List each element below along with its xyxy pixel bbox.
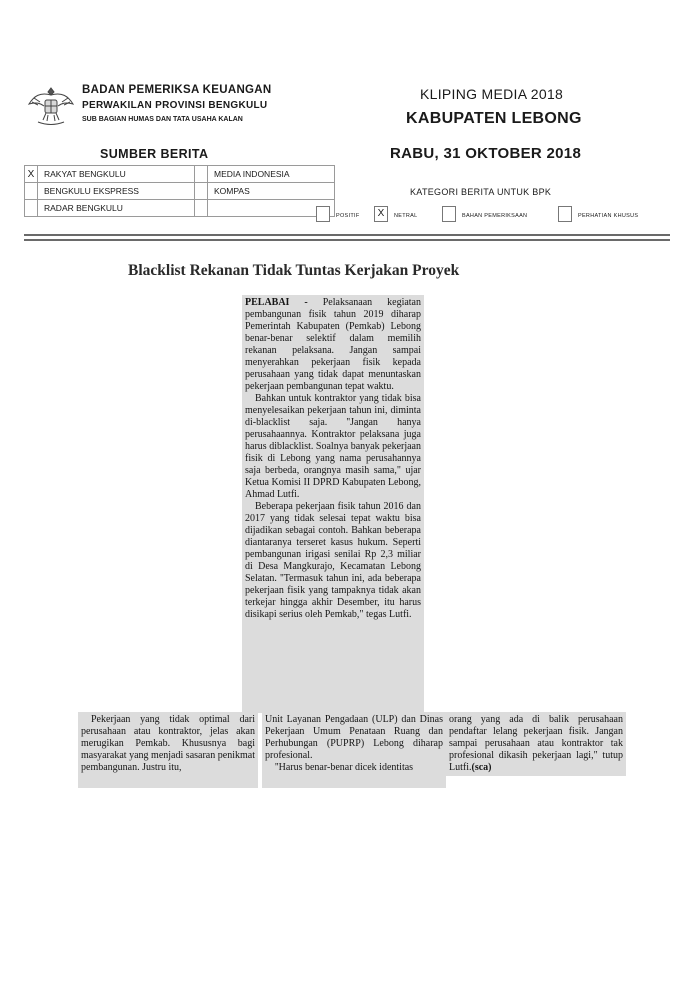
article-paragraph: PELABAI - Pelaksanaan kegiatan pembangunan fisik tahun 2019 diharap Pemerintah Kabupaten (Pemkab) Lebong benar-benar selektif dalam memilih rekanan pelaksana. Jangan sampai menyerahkan pekerjaan fisik kepada perusahaan yang tidak dapat menuntaskan pekerjaan pembangunan tepat waktu. bbox=[245, 297, 421, 392]
article-paragraph: Pekerjaan yang tidak optimal dari perusahaan atau kontraktor, jelas akan merugikan Pemkab. Khususnya bagi masyarakat yang menjadi sasaran penikmat pembangunan. Justru itu, bbox=[81, 714, 255, 773]
article-column-main bbox=[242, 295, 424, 713]
kategori-perhatian-label: PERHATIAN KHUSUS bbox=[578, 213, 639, 219]
source-mark bbox=[195, 183, 208, 200]
kategori-netral-checkbox[interactable]: X bbox=[374, 206, 388, 222]
source-row bbox=[25, 183, 335, 200]
kategori-positif-label: POSITIF bbox=[336, 213, 360, 219]
source-table bbox=[24, 165, 335, 217]
article-signoff: (sca) bbox=[471, 762, 492, 773]
source-mark bbox=[25, 200, 38, 217]
kategori-perhatian-checkbox[interactable] bbox=[558, 206, 572, 222]
article-paragraph: Bahkan untuk kontraktor yang tidak bisa menyelesaikan pekerjaan tahun ini, diminta di-blacklist saja. ''Jangan hanya perusahaannya. Kontraktor pelaksana juga harus diblacklist. Soalnya banyak pekerjaan fisik di Lebong yang nama perusahannya saja berbeda, orangnya masih sama," ujar Ketua Komisi II DPRD Kabupaten Lebong, Ahmad Lutfi. bbox=[245, 393, 421, 500]
article-paragraph: ''Harus benar-benar dicek identitas bbox=[275, 762, 414, 773]
region-title: KABUPATEN LEBONG bbox=[406, 110, 582, 127]
article-column-bottom-3 bbox=[446, 712, 626, 776]
kliping-title: KLIPING MEDIA 2018 bbox=[420, 86, 564, 102]
source-mark: X bbox=[25, 166, 38, 183]
kategori-positif-checkbox[interactable] bbox=[316, 206, 330, 222]
article-dateline: PELABAI - bbox=[245, 297, 308, 308]
source-name: MEDIA INDONESIA bbox=[208, 166, 335, 183]
source-row bbox=[25, 166, 335, 183]
source-name: RAKYAT BENGKULU bbox=[38, 166, 195, 183]
org-branch: PERWAKILAN PROVINSI BENGKULU bbox=[82, 100, 268, 111]
kategori-netral-label: NETRAL bbox=[394, 213, 418, 219]
header-divider bbox=[24, 239, 670, 241]
source-mark bbox=[25, 183, 38, 200]
article-column-bottom-2 bbox=[262, 712, 446, 788]
article-column-bottom-1 bbox=[78, 712, 258, 788]
sumber-berita-title: SUMBER BERITA bbox=[100, 147, 209, 161]
article-paragraph: orang yang ada di balik perusahaan pendaftar lelang pekerjaan fisik. Jangan sampai perusahaan atau kontraktor tak profesional dikasih pekerjaan lagi," tutup Lutfi.(sca) bbox=[449, 714, 623, 773]
article-paragraph: Beberapa pekerjaan fisik tahun 2016 dan 2017 yang tidak selesai tepat waktu bisa dijadikan sebagai contoh. Bahkan beberapa diantaranya terseret kasus hukum. Seperti pembangunan irigasi senilai Rp 2,3 miliar di Desa Mangkurajo, Kecamatan Lebong Selatan. ''Termasuk tahun ini, ada beberapa pekerjaan fisik yang tampaknya tidak akan terkejar hingga akhir Desember, itu harus disikapi serius oleh Pemkab," tegas Lutfi. bbox=[245, 501, 421, 620]
kategori-bahan-label: BAHAN PEMERIKSAAN bbox=[462, 213, 528, 219]
source-mark bbox=[195, 200, 208, 217]
org-division: SUB BAGIAN HUMAS DAN TATA USAHA KALAN bbox=[82, 116, 243, 123]
source-name: KOMPAS bbox=[208, 183, 335, 200]
source-name: BENGKULU EKSPRESS bbox=[38, 183, 195, 200]
kategori-title: KATEGORI BERITA UNTUK BPK bbox=[410, 187, 552, 197]
article-paragraph: Unit Layanan Pengadaan (ULP) dan Dinas Pekerjaan Umum Penataan Ruang dan Perhubungan (PUPRP) Lebong diharap profesional. bbox=[265, 714, 443, 761]
bpk-emblem-icon bbox=[26, 82, 76, 128]
article-headline: Blacklist Rekanan Tidak Tuntas Kerjakan Proyek bbox=[128, 262, 460, 279]
source-row bbox=[25, 200, 335, 217]
header-divider bbox=[24, 234, 670, 236]
source-mark bbox=[195, 166, 208, 183]
org-name: BADAN PEMERIKSA KEUANGAN bbox=[82, 84, 272, 96]
kategori-bahan-checkbox[interactable] bbox=[442, 206, 456, 222]
source-name: RADAR BENGKULU bbox=[38, 200, 195, 217]
publication-date: RABU, 31 OKTOBER 2018 bbox=[390, 145, 582, 162]
